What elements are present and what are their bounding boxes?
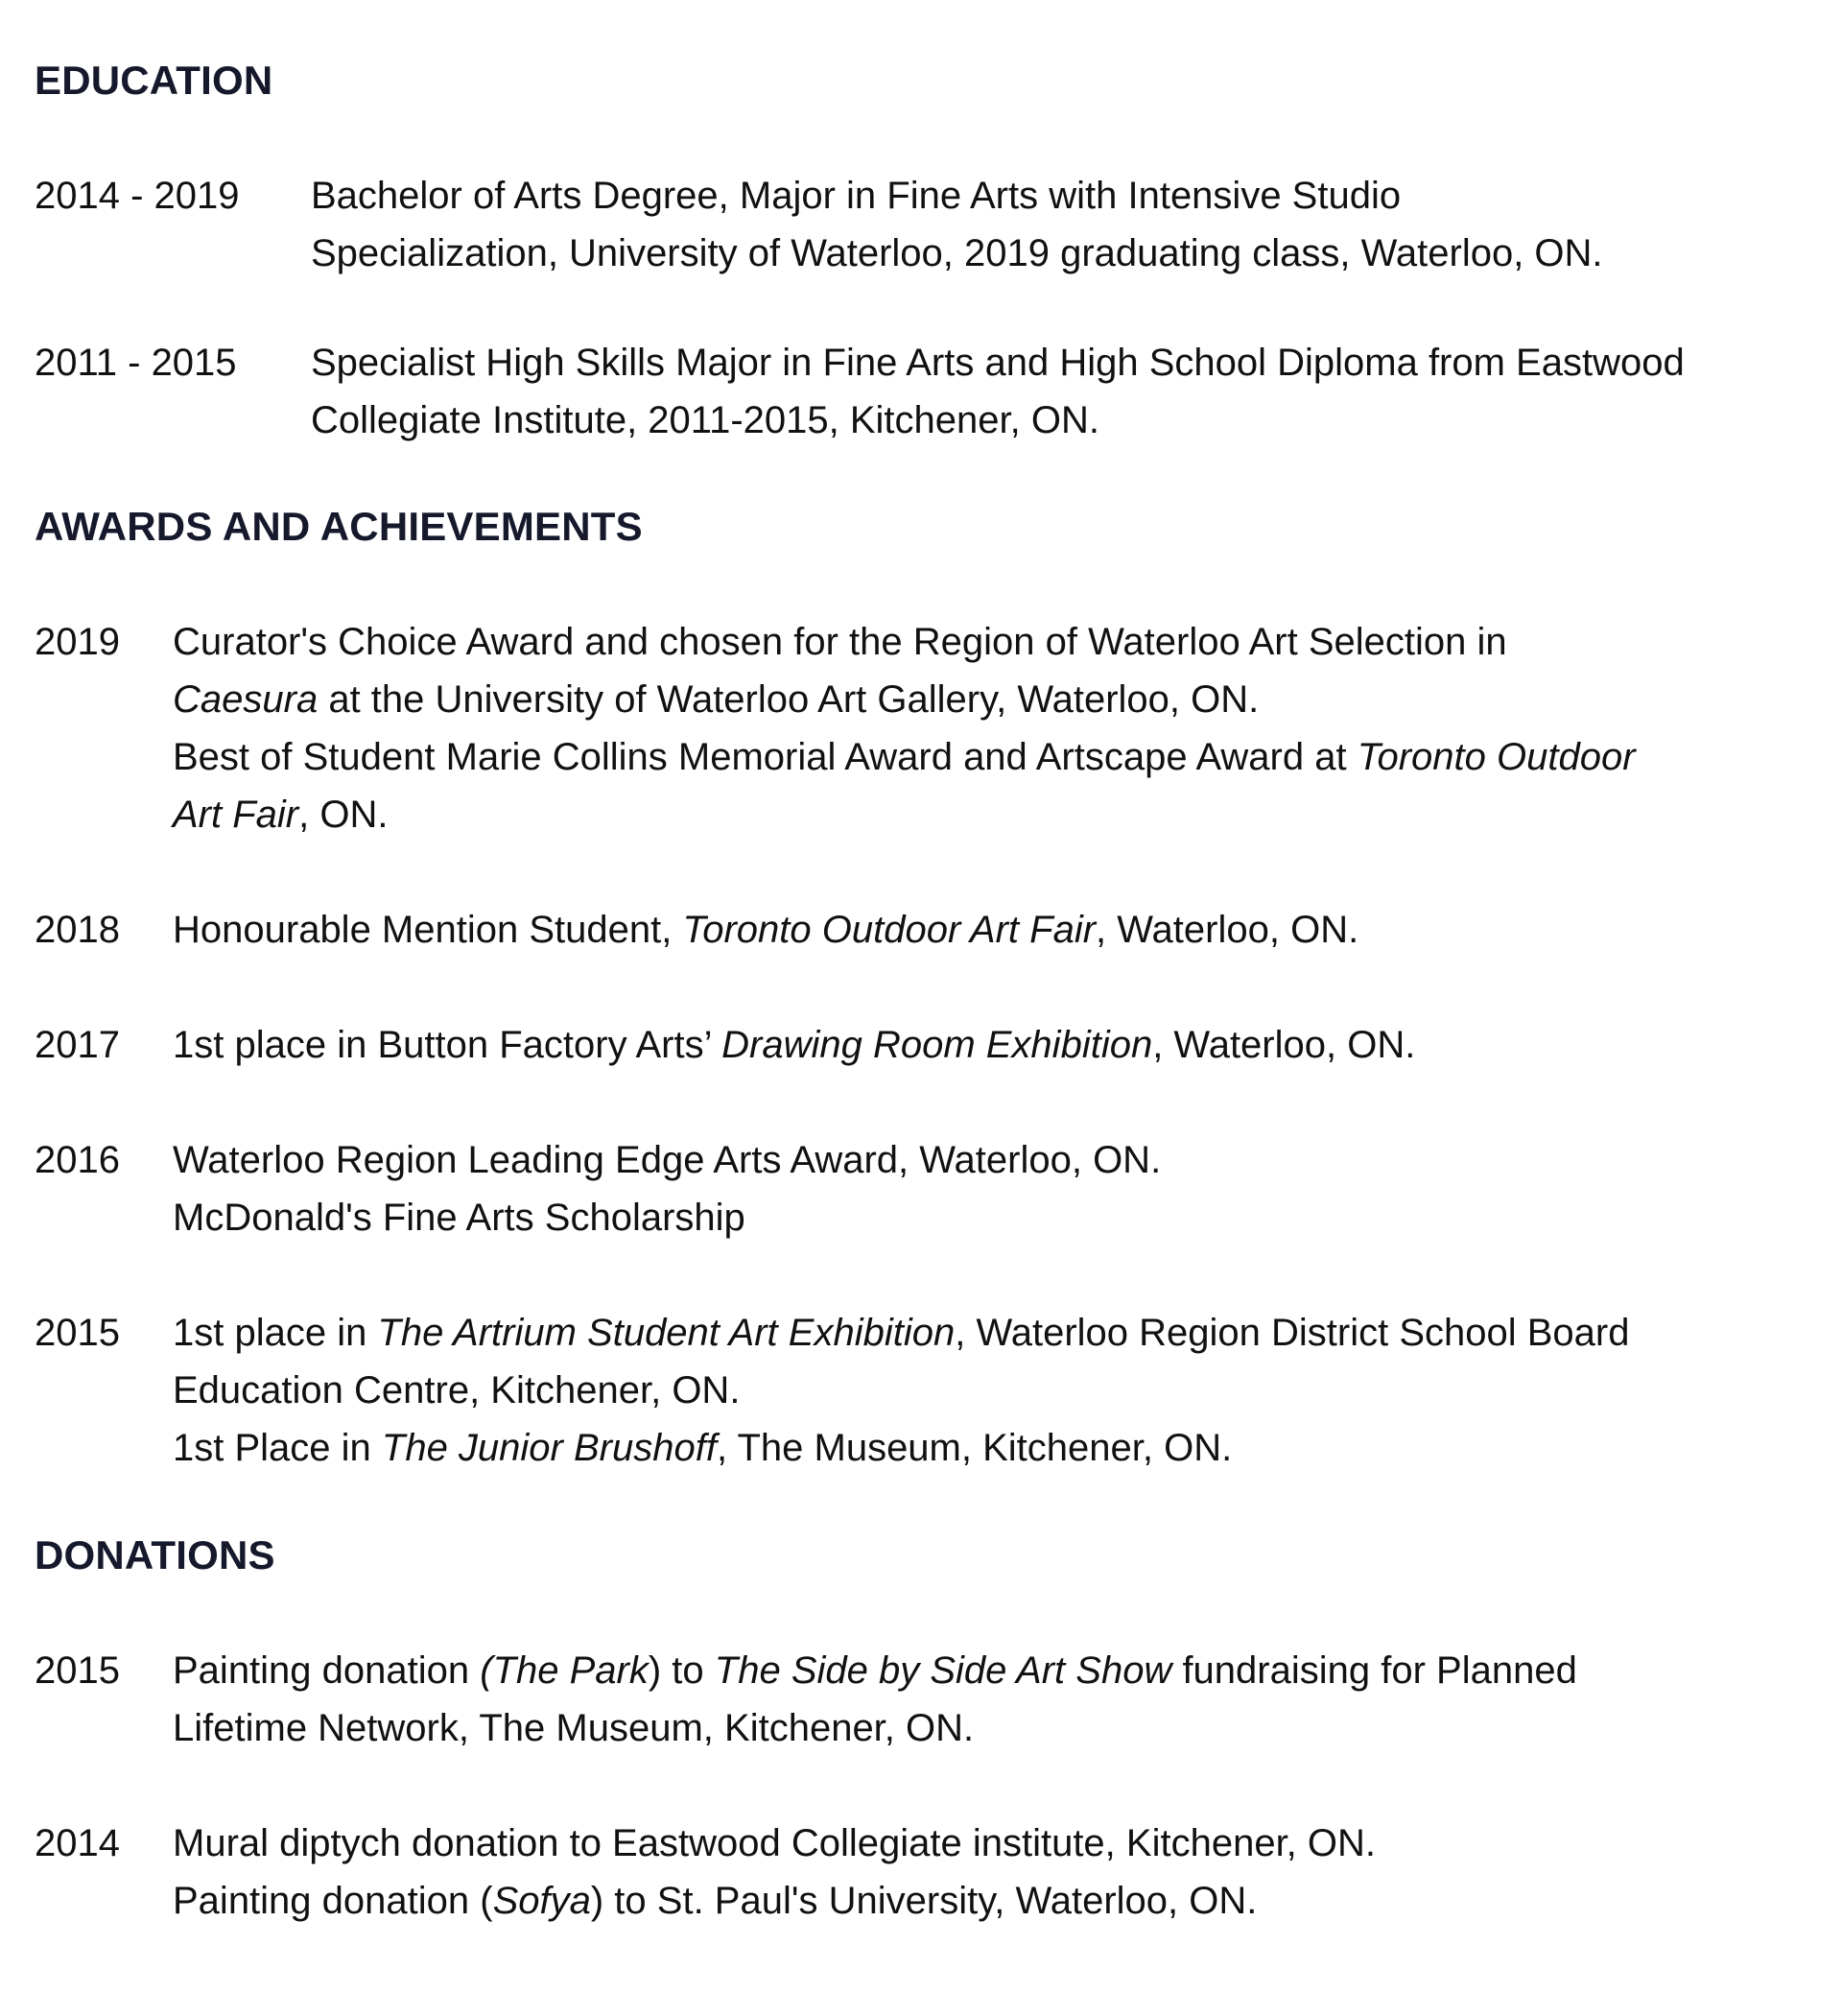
entry-description — [173, 1131, 1819, 1246]
artwork-title: (The Park — [480, 1649, 649, 1692]
entry-year: 2015 — [35, 1649, 120, 1692]
award-entry — [35, 613, 1819, 843]
entry-text: , Waterloo, ON. — [1096, 909, 1359, 951]
entry-year: 2016 — [35, 1139, 120, 1181]
awards-heading: AWARDS AND ACHIEVEMENTS — [35, 504, 643, 549]
entry-text: at the University of Waterloo Art Gallery, Waterloo, ON. — [318, 678, 1260, 721]
entry-line — [173, 786, 1819, 843]
entry-line: McDonald's Fine Arts Scholarship — [173, 1197, 745, 1239]
exhibition-title: Drawing Room Exhibition — [721, 1024, 1153, 1066]
entry-description — [173, 1304, 1819, 1477]
entry-line: Education Centre, Kitchener, ON. — [173, 1369, 741, 1411]
award-entry — [35, 1016, 1819, 1074]
entry-line: Waterloo Region Leading Edge Arts Award, Waterloo, ON. — [173, 1139, 1162, 1181]
education-heading: EDUCATION — [35, 58, 273, 103]
entry-line: Specialist High Skills Major in Fine Arts and High School Diploma from Eastwood — [311, 342, 1685, 384]
entry-text: 1st place in — [173, 1312, 378, 1354]
entry-text: , Waterloo, ON. — [1152, 1024, 1416, 1066]
donations-heading: DONATIONS — [35, 1532, 275, 1577]
education-entry — [35, 334, 1819, 449]
entry-year: 2011 - 2015 — [35, 342, 237, 384]
exhibition-title: Toronto Outdoor — [1357, 736, 1636, 778]
entry-description — [173, 613, 1819, 843]
entry-line: Collegiate Institute, 2011-2015, Kitchener, ON. — [311, 399, 1099, 441]
entry-text: ) to — [648, 1649, 715, 1692]
cv-page — [35, 54, 1819, 1930]
entry-description — [173, 1814, 1819, 1930]
exhibition-title: The Artrium Student Art Exhibition — [377, 1312, 956, 1354]
entry-line — [173, 671, 1819, 728]
entry-year: 2017 — [35, 1024, 120, 1066]
entry-line — [173, 1304, 1819, 1362]
entry-line — [173, 1419, 1819, 1477]
award-entry — [35, 1131, 1819, 1246]
entry-text: Honourable Mention Student, — [173, 909, 683, 951]
entry-line — [173, 1016, 1819, 1074]
exhibition-title: The Side by Side Art Show — [714, 1649, 1172, 1692]
entry-description — [311, 167, 1819, 282]
entry-line — [173, 1642, 1819, 1699]
entry-text: , ON. — [298, 794, 389, 836]
exhibition-title: The Junior Brushoff — [381, 1427, 717, 1469]
entry-line — [173, 901, 1819, 959]
entry-text: Painting donation ( — [173, 1880, 493, 1922]
entry-description — [173, 1642, 1819, 1757]
exhibition-title: Toronto Outdoor Art Fair — [682, 909, 1097, 951]
entry-line: Curator's Choice Award and chosen for the Region of Waterloo Art Selection in — [173, 621, 1507, 663]
entry-year: 2018 — [35, 909, 120, 951]
entry-year: 2014 — [35, 1822, 120, 1864]
entry-text: Best of Student Marie Collins Memorial Award and Artscape Award at — [173, 736, 1358, 778]
entry-text: ) to St. Paul's University, Waterloo, ON. — [590, 1880, 1258, 1922]
entry-text: 1st place in Button Factory Arts’ — [173, 1024, 722, 1066]
entry-line: Mural diptych donation to Eastwood Collegiate institute, Kitchener, ON. — [173, 1822, 1377, 1864]
exhibition-title: Art Fair — [173, 794, 299, 836]
entry-line — [173, 1872, 1819, 1930]
entry-year: 2015 — [35, 1312, 120, 1354]
entry-line: Specialization, University of Waterloo, 2019 graduating class, Waterloo, ON. — [311, 232, 1603, 274]
donation-entry — [35, 1642, 1819, 1757]
entry-text: Painting donation — [173, 1649, 481, 1692]
award-entry — [35, 1304, 1819, 1477]
entry-year: 2014 - 2019 — [35, 175, 240, 217]
entry-description — [173, 901, 1819, 959]
exhibition-title: Caesura — [173, 678, 319, 721]
entry-description — [173, 1016, 1819, 1074]
artwork-title: Sofya — [492, 1880, 591, 1922]
entry-text: , Waterloo Region District School Board — [955, 1312, 1630, 1354]
entry-line: Lifetime Network, The Museum, Kitchener, ON. — [173, 1707, 975, 1749]
donation-entry — [35, 1814, 1819, 1930]
entry-description — [311, 334, 1819, 449]
award-entry — [35, 901, 1819, 959]
entry-text: 1st Place in — [173, 1427, 382, 1469]
entry-line: Bachelor of Arts Degree, Major in Fine Arts with Intensive Studio — [311, 175, 1402, 217]
education-entry — [35, 167, 1819, 282]
entry-text: , The Museum, Kitchener, ON. — [716, 1427, 1233, 1469]
entry-year: 2019 — [35, 621, 120, 663]
entry-text: fundraising for Planned — [1171, 1649, 1577, 1692]
entry-line — [173, 728, 1819, 786]
